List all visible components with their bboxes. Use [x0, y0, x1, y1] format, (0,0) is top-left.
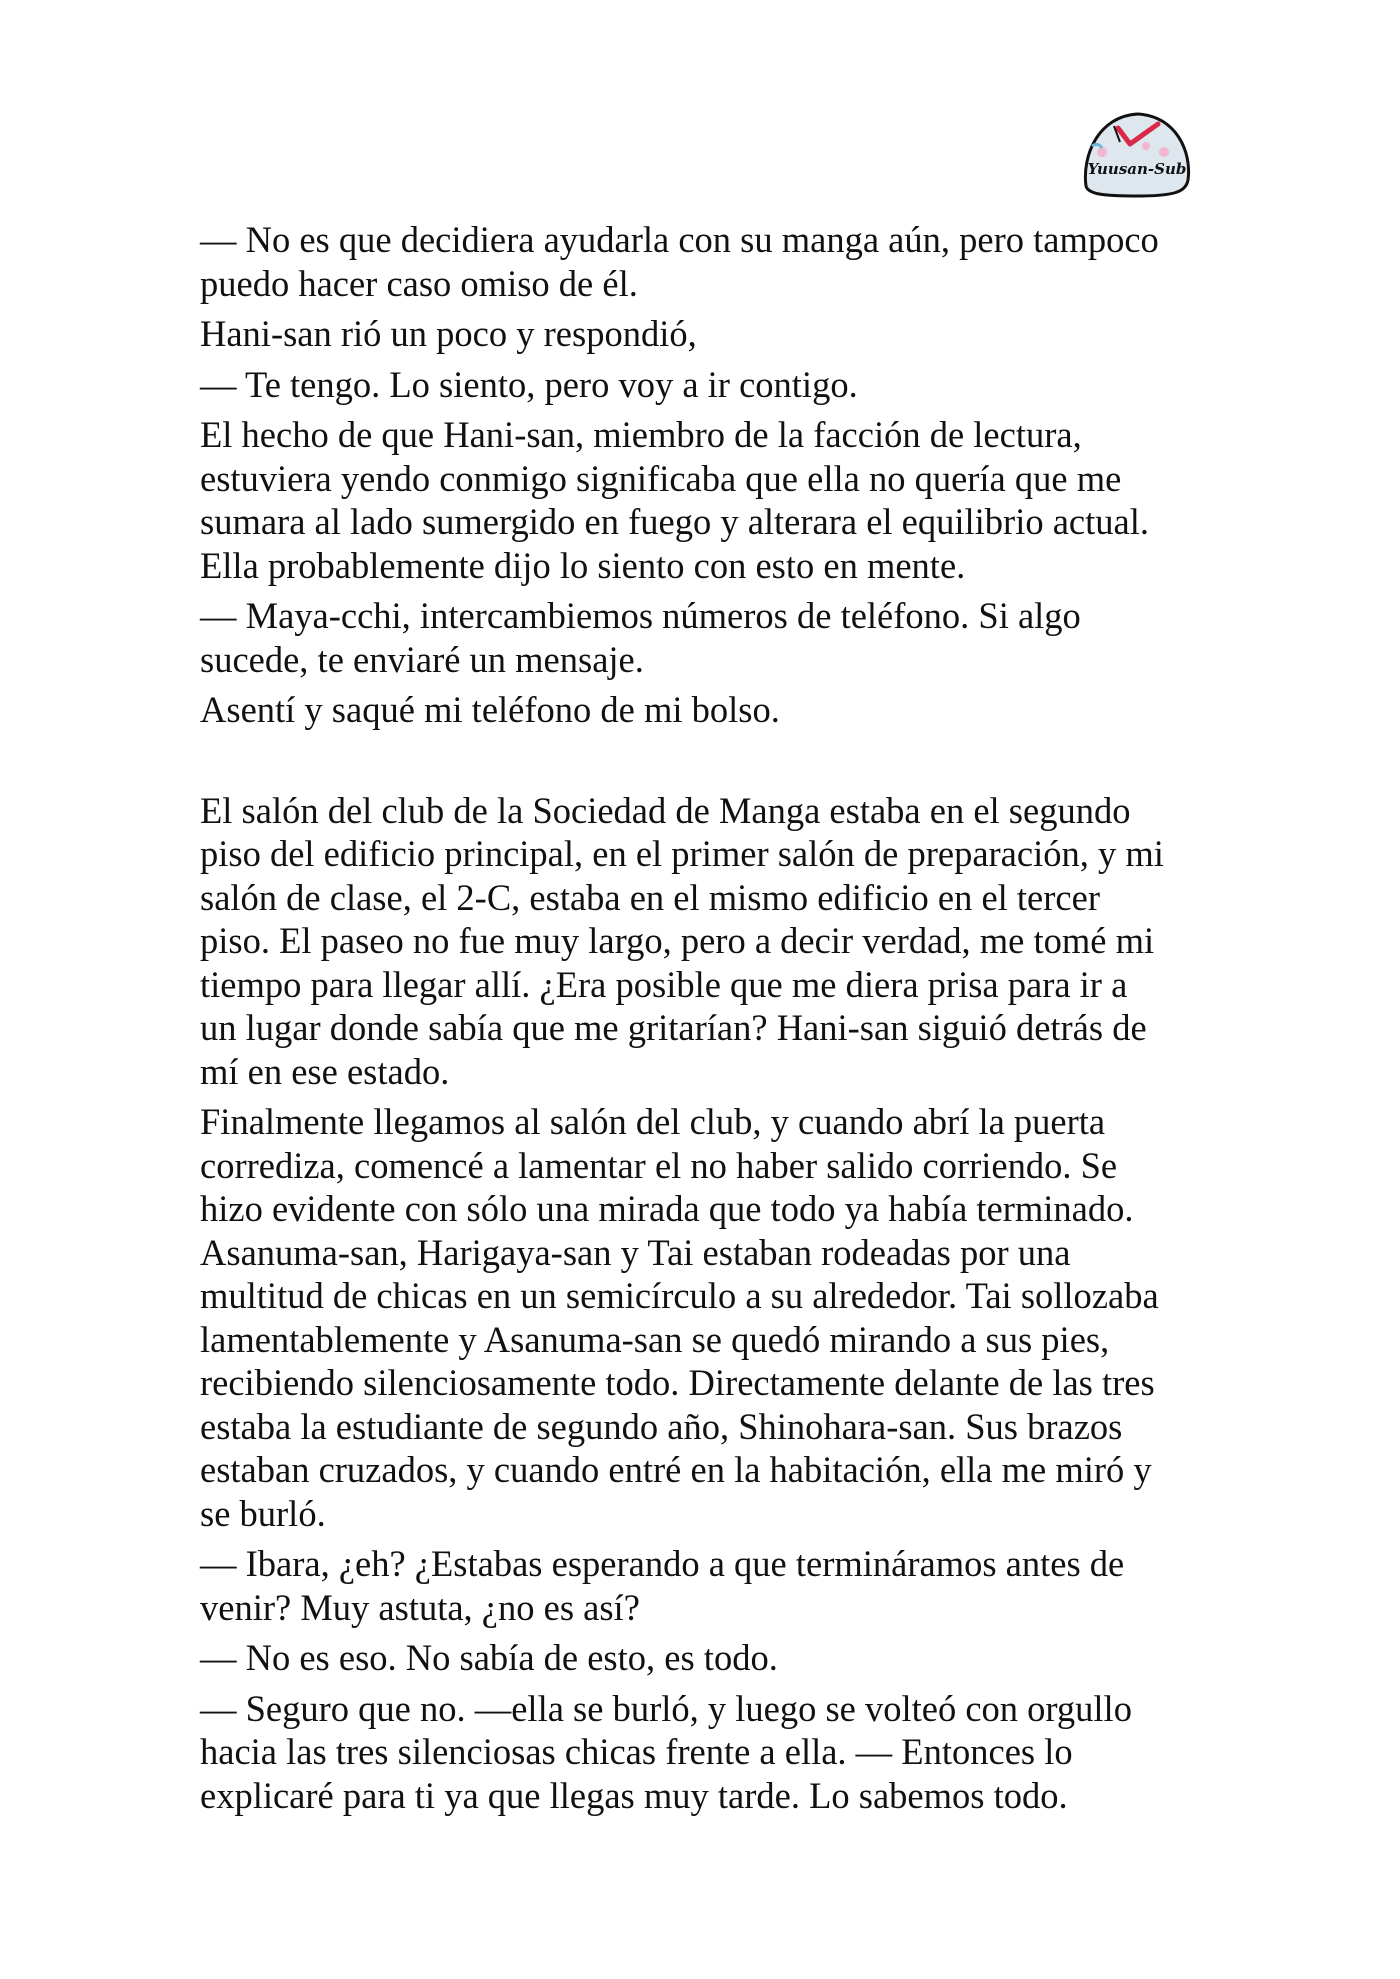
- narration-paragraph: El hecho de que Hani-san, miembro de la facción de lectura, estuviera yendo conmigo significaba que ella no quería que me sumara al lado sumergido en fuego y alterara el equilibrio actual. Ella probablemente dijo lo siento con esto en mente.: [200, 414, 1149, 586]
- section-break: [200, 739, 1200, 789]
- narration-paragraph: El salón del club de la Sociedad de Manga estaba en el segundo piso del edificio principal, en el primer salón de preparación, y mi salón de clase, el 2-C, estaba en el mismo edificio en el tercer piso. El paseo no fue muy largo, pero a decir verdad, me tomé mi tiempo para llegar allí. ¿Era posible que me diera prisa para ir a un lugar donde sabía que me gritarían? Hani-san siguió detrás de mí en ese estado.: [200, 789, 1164, 1092]
- dialogue-paragraph: — Seguro que no. —ella se burló, y luego se volteó con orgullo hacia las tres silenciosas chicas frente a ella. — Entonces lo explicaré para ti ya que llegas muy tarde. Lo sabemos todo.: [200, 1687, 1132, 1816]
- narration-paragraph: Asentí y saqué mi teléfono de mi bolso.: [200, 689, 780, 730]
- dialogue-paragraph: — Maya-cchi, intercambiemos números de teléfono. Si algo sucede, te enviaré un mensaje.: [200, 595, 1081, 680]
- narration-paragraph: Finalmente llegamos al salón del club, y cuando abrí la puerta corrediza, comencé a lamentar el no haber salido corriendo. Se hizo evidente con sólo una mirada que todo ya había terminado. Asanuma-san, Harigaya-san y Tai estaban rodeadas por una multitud de chicas en un semicírculo a su alrededor. Tai sollozaba lamentablemente y Asanuma-san se quedó mirando a sus pies, recibiendo silenciosamente todo. Directamente delante de las tres estaba la estudiante de segundo año, Shinohara-san. Sus brazos estaban cruzados, y cuando entré en la habitación, ella me miró y se burló.: [200, 1101, 1159, 1534]
- dialogue-paragraph: — No es que decidiera ayudarla con su manga aún, pero tampoco puedo hacer caso omiso de él.: [200, 219, 1159, 304]
- svg-text:Yuusan-Sub: Yuusan-Sub: [1087, 160, 1187, 178]
- dialogue-paragraph: — Ibara, ¿eh? ¿Estabas esperando a que termináramos antes de venir? Muy astuta, ¿no es así?: [200, 1543, 1125, 1628]
- yuusan-sub-logo: [1078, 106, 1196, 200]
- body-text: [200, 218, 1200, 1824]
- dialogue-paragraph: — No es eso. No sabía de esto, es todo.: [200, 1637, 778, 1678]
- dialogue-paragraph: — Te tengo. Lo siento, pero voy a ir contigo.: [200, 363, 858, 405]
- logo-graphic: [1078, 106, 1196, 200]
- narration-paragraph: Hani-san rió un poco y respondió,: [200, 313, 697, 354]
